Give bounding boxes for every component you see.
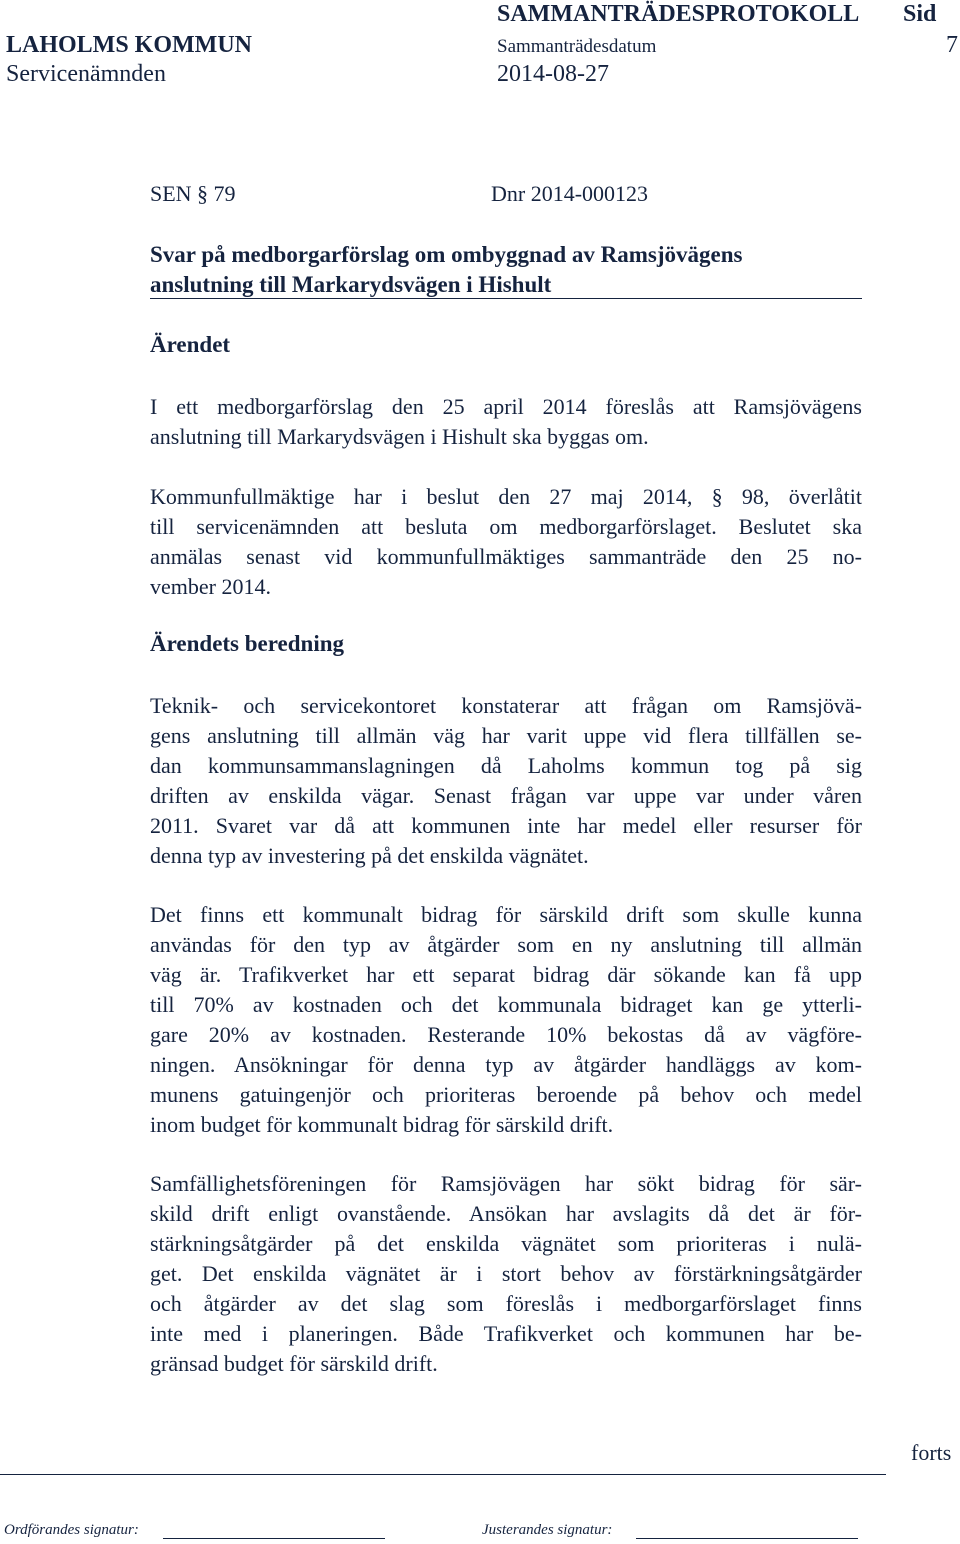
paragraph-line: gränsad budget för särskild drift. (150, 1351, 438, 1376)
paragraph-line: till servicenämnden att besluta om medborgarförslaget. Beslutet ska (150, 514, 862, 539)
page-label: Sid (903, 1, 937, 27)
case-number: SEN § 79 (150, 181, 236, 206)
paragraph (150, 900, 862, 1140)
paragraph-line: Kommunfullmäktige har i beslut den 27 maj 2014, § 98, överlåtit (150, 484, 862, 509)
paragraph-line: driften av enskilda vägar. Senast frågan var uppe var under våren (150, 783, 862, 808)
paragraph-line: denna typ av investering på det enskilda vägnätet. (150, 843, 589, 868)
registration-number: Dnr 2014-000123 (491, 181, 649, 206)
title-underline (150, 298, 862, 299)
paragraph (150, 482, 862, 602)
title-line: anslutning till Markarydsvägen i Hishult (150, 272, 552, 297)
paragraph-line: och åtgärder av det slag som föreslås i medborgarförslaget finns (150, 1291, 862, 1316)
municipality-name: LAHOLMS KOMMUN (6, 32, 252, 58)
paragraph-line: I ett medborgarförslag den 25 april 2014 föreslås att Ramsjövägens (150, 394, 862, 419)
page-number: 7 (946, 32, 958, 58)
paragraph-line: väg är. Trafikverket har ett separat bidrag där sökande kan få upp (150, 962, 862, 987)
paragraph-line: Det finns ett kommunalt bidrag för särskild drift som skulle kunna (150, 902, 862, 927)
adjuster-signature-label: Justerandes signatur: (482, 1522, 613, 1538)
document-type: SAMMANTRÄDESPROTOKOLL (497, 1, 860, 27)
paragraph (150, 1169, 862, 1379)
chair-signature-line (163, 1538, 385, 1539)
item-title (150, 240, 742, 300)
continued-marker: forts (911, 1440, 952, 1465)
paragraph (150, 691, 862, 871)
paragraph-line: användas för den typ av åtgärder som en ny anslutning till allmän (150, 932, 862, 957)
paragraph-line: skild drift enligt ovanstående. Ansökan har avslagits då det är för- (150, 1201, 862, 1226)
paragraph-line: 2011. Svaret var då att kommunen inte har medel eller resurser för (150, 813, 862, 838)
section-heading-arendet: Ärendet (150, 332, 231, 357)
chair-signature-label: Ordförandes signatur: (4, 1522, 139, 1538)
footer-divider (0, 1474, 886, 1475)
paragraph-line: Teknik- och servicekontoret konstaterar att frågan om Ramsjövä- (150, 693, 862, 718)
section-heading-beredning: Ärendets beredning (150, 631, 345, 656)
paragraph-line: munens gatuingenjör och prioriteras beroende på behov och medel (150, 1082, 862, 1107)
adjuster-signature-line (636, 1538, 858, 1539)
paragraph-line: anslutning till Markarydsvägen i Hishult ska byggas om. (150, 424, 649, 449)
paragraph-line: anmälas senast vid kommunfullmäktiges sammanträde den 25 no- (150, 544, 862, 569)
paragraph-line: vember 2014. (150, 574, 271, 599)
paragraph-line: inom budget för kommunalt bidrag för särskild drift. (150, 1112, 614, 1137)
paragraph-line: dan kommunsammanslagningen då Laholms kommun tog på sig (150, 753, 862, 778)
title-line: Svar på medborgarförslag om ombyggnad av Ramsjövägens (150, 242, 743, 267)
meeting-date-label: Sammanträdesdatum (497, 36, 657, 57)
paragraph (150, 392, 862, 452)
committee-name: Servicenämnden (6, 61, 166, 87)
paragraph-line: till 70% av kostnaden och det kommunala bidraget kan ge ytterli- (150, 992, 862, 1017)
paragraph-line: stärkningsåtgärder på det enskilda vägnätet som prioriteras i nulä- (150, 1231, 862, 1256)
paragraph-line: get. Det enskilda vägnätet är i stort behov av förstärkningsåtgärder (150, 1261, 862, 1286)
paragraph-line: ningen. Ansökningar för denna typ av åtgärder handläggs av kom- (150, 1052, 862, 1077)
paragraph-line: gens anslutning till allmän väg har varit uppe vid flera tillfällen se- (150, 723, 862, 748)
paragraph-line: Samfällighetsföreningen för Ramsjövägen har sökt bidrag för sär- (150, 1171, 862, 1196)
paragraph-line: gare 20% av kostnaden. Resterande 10% bekostas då av vägföre- (150, 1022, 862, 1047)
meeting-date: 2014-08-27 (497, 61, 609, 87)
paragraph-line: inte med i planeringen. Både Trafikverket och kommunen har be- (150, 1321, 862, 1346)
